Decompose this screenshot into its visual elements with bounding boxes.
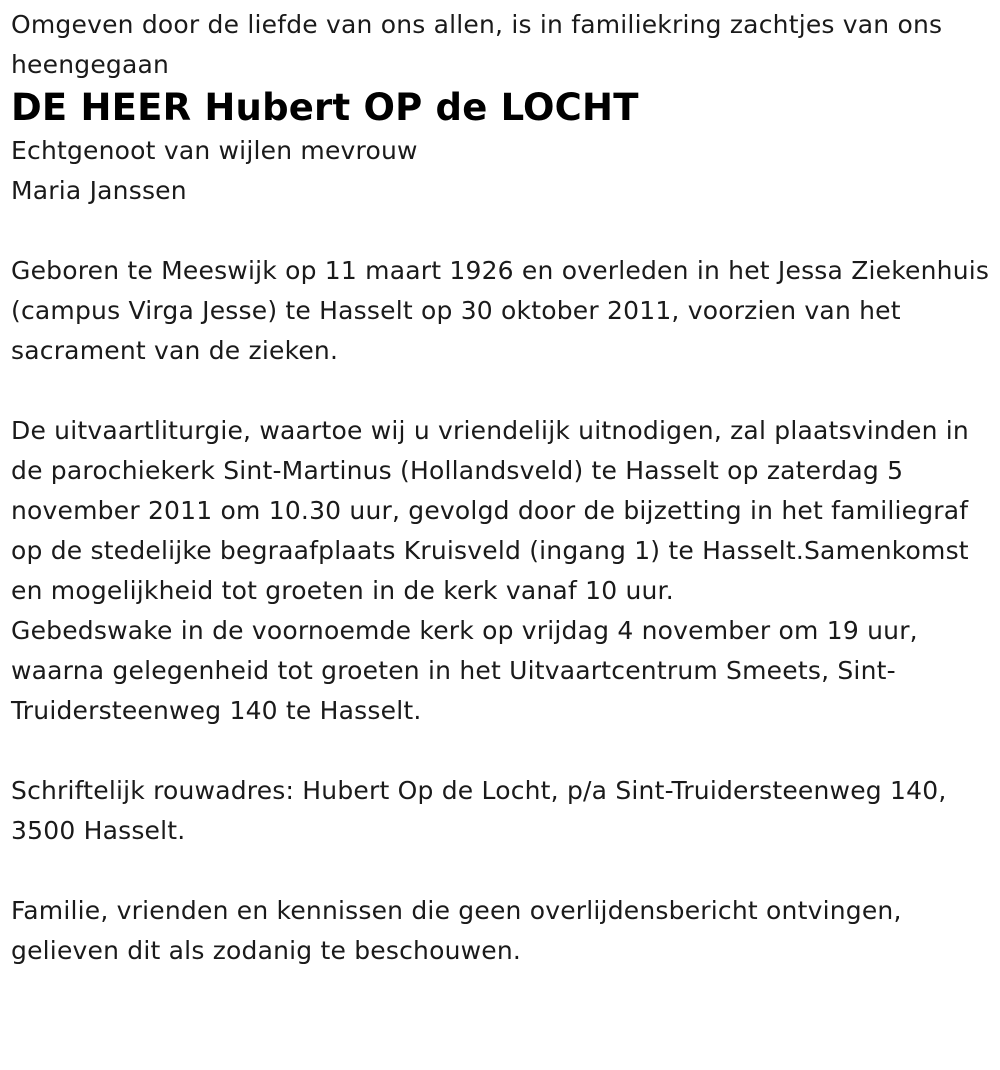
spouse-line-1: Echtgenoot van wijlen mevrouw	[11, 136, 418, 165]
intro-text: Omgeven door de liefde van ons allen, is in familiekring zachtjes van ons heengegaan	[11, 10, 943, 79]
deceased-name: DE HEER Hubert OP de LOCHT	[11, 86, 639, 129]
spouse-line-2: Maria Janssen	[11, 176, 187, 205]
death-notice	[11, 5, 991, 971]
closing-paragraph: Familie, vrienden en kennissen die geen overlijdensbericht ontvingen, gelieven dit als zodanig te beschouwen.	[11, 896, 902, 965]
mourning-address: Schriftelijk rouwadres: Hubert Op de Locht, p/a Sint-Truidersteenweg 140, 3500 Hasselt.	[11, 776, 947, 845]
funeral-paragraph: De uitvaartliturgie, waartoe wij u vriendelijk uitnodigen, zal plaatsvinden in de parochiekerk Sint-Martinus (Hollandsveld) te Hasselt op zaterdag 5 november 2011 om 10.30 uur, gevolgd door de bijzetting in het familiegraf op de stedelijke begraafplaats Kruisveld (ingang 1) te Hasselt.Samenkomst en mogelijkheid tot groeten in de kerk vanaf 10 uur.	[11, 416, 969, 605]
vigil-paragraph: Gebedswake in de voornoemde kerk op vrijdag 4 november om 19 uur, waarna gelegenheid tot groeten in het Uitvaartcentrum Smeets, Sint-Truidersteenweg 140 te Hasselt.	[11, 616, 918, 725]
birth-death-paragraph: Geboren te Meeswijk op 11 maart 1926 en overleden in het Jessa Ziekenhuis (campus Virga Jesse) te Hasselt op 30 oktober 2011, voorzien van het sacrament van de zieken.	[11, 256, 990, 365]
